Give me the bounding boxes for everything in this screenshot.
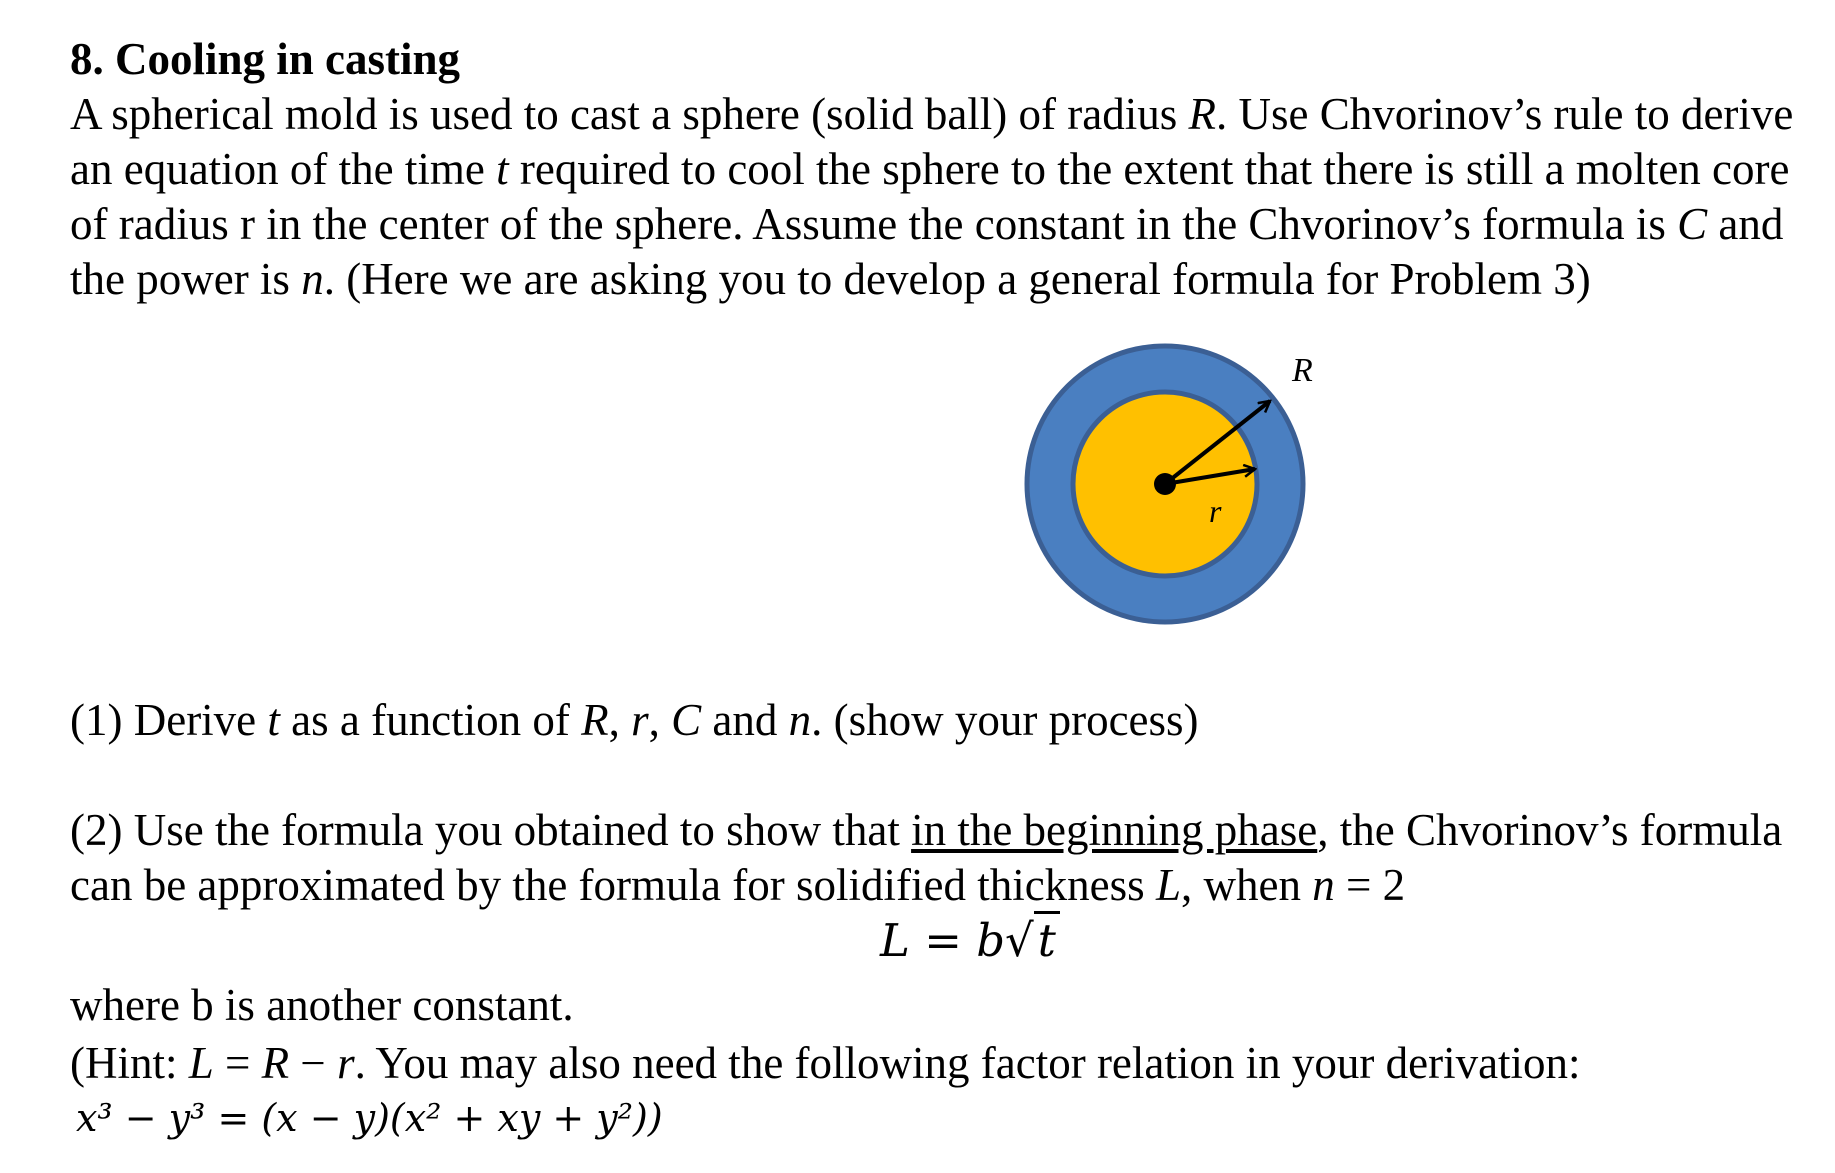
text-run: = 2 [1334, 860, 1406, 910]
text-run: where b is another constant. [70, 980, 574, 1030]
text-run: A spherical mold is used to cast a sphere (solid ball) of radius [70, 89, 1189, 139]
sqrt-symbol: √t [1005, 913, 1060, 968]
problem-title: 8. Cooling in casting [70, 34, 461, 84]
text-run: r [631, 695, 649, 745]
text-run: R [1188, 89, 1216, 139]
text-run: n [301, 254, 324, 304]
text-run: . You may also need the following factor relation in your derivation: [354, 1038, 1581, 1088]
text-run: and [701, 695, 789, 745]
question-2 [70, 803, 1810, 913]
text-run: R [581, 695, 609, 745]
text-run: . (show your process) [811, 695, 1199, 745]
text-run: L [188, 1038, 214, 1088]
center-dot [1154, 473, 1176, 495]
thickness-equation [880, 913, 1060, 968]
text-run: R [261, 1038, 290, 1088]
text-run: n [788, 695, 812, 745]
text-run: n [1312, 860, 1335, 910]
text-run: , the Chvorinov’s formula can be approximated by the formula for solidified thickness [70, 805, 1783, 910]
label-r: r [1209, 493, 1222, 529]
text-run: . (Here we are asking you to develop a general formula for Problem 3) [323, 254, 1591, 304]
problem-intro [70, 87, 1810, 307]
eq-lhs: L [880, 914, 910, 967]
text-run: − [289, 1038, 338, 1088]
where-line [70, 978, 1810, 1033]
text-run: C [1677, 199, 1708, 249]
text-run: required to cool the sphere to the extent that there is still a molten core of radius r in the center of the sphere. Assume the constant in the Chvorinov’s formula is [70, 144, 1790, 249]
sphere-figure [1020, 335, 1440, 655]
text-run: , when [1180, 860, 1313, 910]
eq-coef: b [976, 914, 1006, 967]
text-run: r [337, 1038, 355, 1088]
label-R: R [1292, 352, 1313, 389]
eq-sign: = [909, 914, 977, 967]
text-run: as a function of [279, 695, 582, 745]
text-run: and the power is [70, 199, 1784, 304]
text-run: (2) Use the formula you obtained to show that [70, 805, 912, 855]
text-run: (Hint: [70, 1038, 189, 1088]
text-run: . Use Chvorinov’s rule to derive an equation of the time [70, 89, 1794, 194]
question-1 [70, 693, 1810, 748]
text-run: t [267, 695, 280, 745]
text-run: = [213, 1038, 262, 1088]
text-run: , [608, 695, 632, 745]
text-run: , [648, 695, 672, 745]
text-run: in the beginning phase [911, 805, 1318, 855]
hint-line [70, 1036, 1810, 1091]
eq-radicand: t [1034, 911, 1060, 967]
text-run: L [1155, 860, 1181, 910]
text-run: t [496, 144, 509, 194]
hint-equation: x³ − y³ = (x − y)(x² + xy + y²)) [76, 1096, 663, 1140]
text-run: (1) Derive [70, 695, 268, 745]
text-run: C [671, 695, 702, 745]
